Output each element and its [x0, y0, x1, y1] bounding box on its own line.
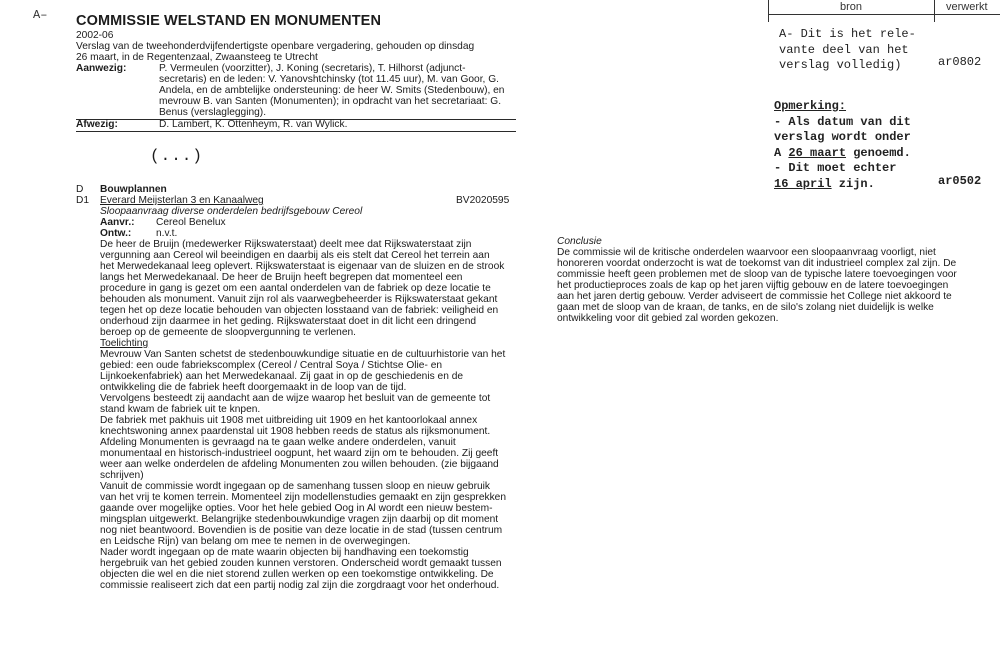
applicant-label: Aanvr.:	[100, 217, 135, 228]
body-line: Afdeling Monumenten is gevraagd na te gaan welke andere onderdelen, vanuit	[100, 437, 456, 448]
body-line: knechtswoning annex paardenstal uit 1908 hebben reeds de status als rijksmonument.	[100, 426, 491, 437]
body-line: monumentaal en historisch-industrieel oogpunt, het waard zijn om te behouden. Zij geeft	[100, 448, 499, 459]
conclusion-line: gaan met de sloop van de kraan, de tanks, en de silo's zolang niet duidelijk is welke	[557, 302, 934, 313]
present-line: secretaris) en de leden: V. Yanovshtchinsky (tot 11.45 uur), M. van Goor, G.	[159, 74, 499, 85]
body-line: gebied: een oude fabriekscomplex (Cereol / Central Soya / Stichtse Olie- en	[100, 360, 443, 371]
body-line: en Leidsche Rijn) van belang om mee te nemen in de overwegingen.	[100, 536, 411, 547]
conclusion-line: commissie heeft geen problemen met de sloop van de typische latere toevoegingen voor	[557, 269, 957, 280]
body-line: onderhoud zijn daarmee in het geding. Rijkswaterstaat doet in dit licht een dringend	[100, 316, 477, 327]
body-line: mingsplan uitgewerkt. Belangrijke stedenbouwkundige vragen zijn daarbij op dit moment	[100, 514, 499, 525]
remark-line: - Dit moet echter	[774, 161, 897, 175]
body-line: procedure in gang is gezet om een aantal onderdelen van de fabriek op deze locatie te	[100, 283, 491, 294]
conclusion-block	[557, 236, 961, 324]
table-header-rule	[768, 14, 1000, 15]
toelichting-heading: Toelichting	[100, 338, 149, 349]
present-line: Benus (verslaglegging).	[159, 107, 267, 118]
intro-line-1: Verslag van de tweehonderdvijfendertigste openbare vergadering, gehouden op dinsdag	[76, 41, 475, 52]
intro-line-2: 26 maart, in de Regentenzaal, Zwaansteeg te Utrecht	[76, 52, 318, 63]
typed-note-line: vante deel van het	[779, 42, 909, 57]
document-title: COMMISSIE WELSTAND EN MONUMENTEN	[76, 13, 382, 29]
item-subtitle: Sloopaanvraag diverse onderdelen bedrijfsgebouw Cereol	[100, 206, 363, 217]
body-text	[100, 239, 515, 591]
typed-note-line: verslag volledig)	[779, 58, 902, 72]
body-line: stand kwam de fabriek uit te knpen.	[100, 404, 261, 415]
remark-date-wrong: 26 maart	[788, 145, 847, 160]
body-line: tegen het op deze locatie behouden van objecten losstaand van de fabriek: veiligheid en	[100, 305, 499, 316]
item-title: Everard Meijsterlan 3 en Kanaalweg	[100, 195, 264, 206]
present-label: Aanwezig:	[76, 63, 127, 74]
body-line: nog niet beantwoord. Bovendien is de positie van deze locatie in de stad (tussen centrum	[100, 525, 503, 536]
body-line: ontwikkeling die de fabriek heeft doorgemaakt in de loop van de tijd.	[100, 382, 407, 393]
remark-suffix: genoemd.	[846, 145, 911, 160]
conclusion-line: aan het jaren dertig gebouw. Verder adviseert de commissie het College niet akkoord te	[557, 291, 952, 302]
body-line: Vanuit de commissie wordt ingegaan op de samenhang tussen sloop en nieuw gebruik	[100, 481, 491, 492]
corner-annotation: A–	[33, 8, 48, 22]
item-reference: BV2020595	[456, 195, 510, 206]
column-header-source: bron	[840, 1, 863, 13]
body-line: hergebruik van het gebied zouden kunnen verstoren. Onderscheid wordt gemaakt tussen	[100, 558, 502, 569]
remark-line: verslag wordt onder	[774, 130, 911, 144]
body-line: van het vrij te komen terrein. Momenteel zijn modellenstudies gemaakt en zijn gesprekken	[100, 492, 507, 503]
applicant-value: Cereol Benelux	[156, 217, 226, 228]
body-line: weer aan welke onderdelen de afdeling Monumenten zou willen behouden. (zie bijgaand	[100, 459, 499, 470]
table-border-middle	[934, 0, 935, 22]
remark-prefix: A	[774, 145, 789, 160]
archive-code-2: ar0502	[938, 174, 982, 188]
remark-heading: Opmerking:	[774, 99, 847, 113]
section-title: Bouwplannen	[100, 184, 167, 195]
conclusion-heading: Conclusie	[557, 236, 602, 247]
section-code: D	[76, 184, 84, 195]
document-year: 2002-06	[76, 30, 114, 41]
present-line: P. Vermeulen (voorzitter), J. Koning (secretaris), T. Hilhorst (adjunct-	[159, 63, 466, 74]
item-code: D1	[76, 195, 90, 206]
body-line: Lijnkoekenfabriek) aan het Merwedekanaal. Zij gaat in op de geschiedenis en de	[100, 371, 464, 382]
designer-label: Ontw.:	[100, 228, 132, 239]
table-border-left	[768, 0, 769, 22]
body-line: objecten die wel en die niet storend zullen werken op een toekomstige ontwikkeling. De	[100, 569, 494, 580]
body-line: vergunning aan Cereol wil beeindigen en daarbij als eis stelt dat Cereol het terrein aan	[100, 250, 490, 261]
body-line: Mevrouw Van Santen schetst de stedenbouwkundige situatie en de cultuurhistorie van het	[100, 349, 506, 360]
absent-list: D. Lambert, K. Ottenheym, R. van Wylick.	[159, 119, 348, 130]
remark-line	[774, 177, 911, 193]
present-line: Andela, en de ambtelijke ondersteuning: de heer W. Smits (Stedenbouw), en	[159, 85, 505, 96]
conclusion-line: het productieproces zoals de kap op het jaren vijftig gebouw en de latere toevoegingen	[557, 280, 949, 291]
body-line: het Merwedekanaal leeg oplevert. Rijkswaterstaat is eigenaar van de sluizen en de strook	[100, 261, 505, 272]
remark-date-correct: 16 april	[774, 176, 832, 191]
conclusion-line: De commissie wil de kritische onderdelen waarvoor een sloopaanvraag voorligt, niet	[557, 247, 936, 258]
body-line: behouden als monument. Vanuit zijn rol als vaarwegbeheerder is Rijkswaterstaat gekant	[100, 294, 498, 305]
body-line: langs het Merwedekanaal. De heer de Bruijn heeft begrepen dat momenteel een	[100, 272, 463, 283]
header-divider-bottom	[76, 131, 516, 132]
designer-value: n.v.t.	[156, 228, 178, 239]
body-line: beroep op de gemeente de sloopvergunning te verlenen.	[100, 327, 357, 338]
typed-note-line: A- Dit is het rele-	[779, 27, 916, 41]
body-line: Nader wordt ingegaan op de mate waarin objecten bij handhaving een toekomstig	[100, 547, 469, 558]
typed-note-relevance	[779, 27, 916, 74]
present-list	[159, 63, 504, 118]
remark-line: - Als datum van dit	[774, 114, 911, 129]
body-line: commissie realiseert zich dat een partij nodig zal zijn die zorgdraagt voor het onderhoud.	[100, 580, 500, 591]
omission-marker: (...)	[150, 147, 204, 165]
conclusion-line: ontwikkeling voor dit gebied zal worden gekozen.	[557, 313, 779, 324]
body-line: gaande over mogelijke opties. Voor het hele gebied Oog in Al wordt een nieuw bestem-	[100, 503, 493, 514]
archive-code-1: ar0802	[938, 55, 982, 69]
absent-label: Afwezig:	[76, 119, 118, 130]
body-line: De fabriek met pakhuis uit 1908 met uitbreiding uit 1909 en het kantoorlokaal annex	[100, 415, 478, 426]
typed-note-remark	[774, 99, 911, 192]
body-line: schrijven)	[100, 470, 144, 481]
remark-suffix: zijn.	[831, 176, 875, 191]
remark-line	[774, 146, 911, 162]
conclusion-line: honoreren voordat onderzocht is wat de toekomst van dit industrieel complex zal zijn. De	[557, 258, 957, 269]
body-line: De heer de Bruijn (medewerker Rijkswaterstaat) deelt mee dat Rijkswaterstaat zijn	[100, 239, 472, 250]
body-line: Vervolgens besteedt zij aandacht aan de wijze waarop het besluit van de gemeente tot	[100, 393, 491, 404]
column-header-processed: verwerkt	[946, 1, 988, 13]
present-line: mevrouw B. van Santen (Monumenten); in opdracht van het secretariaat: G.	[159, 96, 502, 107]
